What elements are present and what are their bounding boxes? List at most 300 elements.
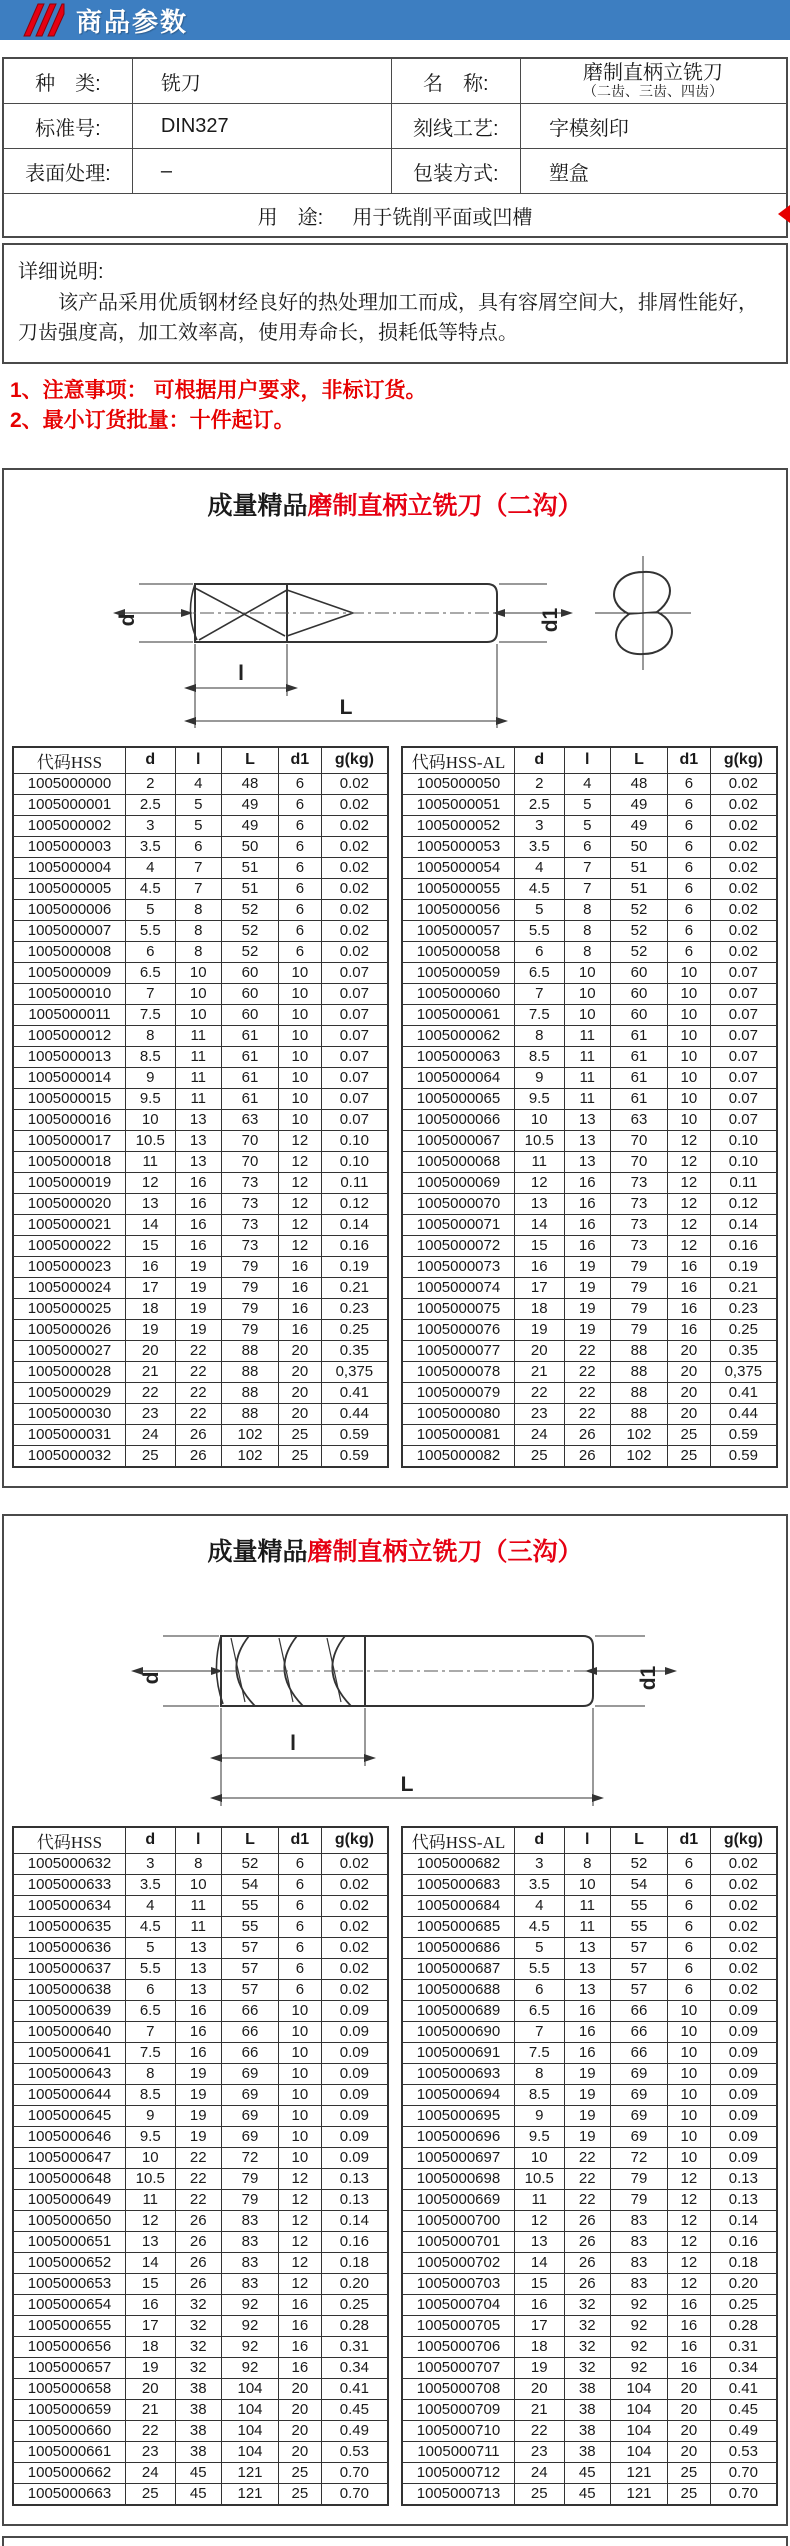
table-row [13,2084,388,2105]
table-row [402,899,777,920]
value-cell: 0.02 [710,1874,777,1895]
value-cell: 0,375 [710,1361,777,1382]
value-cell: 0.45 [321,2399,388,2420]
value-cell: 8 [515,2063,565,2084]
column-header: d1 [668,1827,711,1854]
value-cell: 16 [668,1298,711,1319]
value-cell: 16 [175,1172,222,1193]
value-cell: 104 [611,2420,668,2441]
code-cell: 1005000021 [13,1214,126,1235]
code-cell: 1005000051 [402,794,515,815]
value-cell: 4.5 [515,878,565,899]
value-cell: 16 [515,1256,565,1277]
value-cell: 0.07 [321,1004,388,1025]
value-cell: 10 [564,962,611,983]
table-row [402,2420,777,2441]
value-cell: 16 [126,2294,176,2315]
value-cell: 66 [222,2042,279,2063]
value-cell: 0.34 [710,2357,777,2378]
value-cell: 6 [564,836,611,857]
value-cell: 13 [126,2231,176,2252]
value-cell: 0.41 [321,1382,388,1403]
value-cell: 0.02 [321,1979,388,2000]
value-cell: 0.02 [710,1853,777,1874]
table-row [13,878,388,899]
value-cell: 88 [222,1340,279,1361]
value-cell: 8 [564,1853,611,1874]
code-cell: 1005000707 [402,2357,515,2378]
table-row [13,1916,388,1937]
value-cell: 10 [175,983,222,1004]
code-cell: 1005000082 [402,1445,515,1467]
value-cell: 9 [126,1067,176,1088]
value-cell: 83 [611,2210,668,2231]
value-cell: 0.02 [710,878,777,899]
value-cell: 0.44 [321,1403,388,1424]
value-cell: 38 [175,2378,222,2399]
value-cell: 6 [668,1979,711,2000]
value-cell: 57 [611,1937,668,1958]
value-cell: 12 [279,2210,322,2231]
value-cell: 10 [668,1088,711,1109]
value-cell: 104 [611,2399,668,2420]
value-cell: 22 [564,2147,611,2168]
value-cell: 16 [279,1298,322,1319]
table-row [402,1340,777,1361]
code-cell: 1005000700 [402,2210,515,2231]
value-cell: 0.02 [321,1958,388,1979]
value-cell: 16 [668,2294,711,2315]
value-cell: 72 [611,2147,668,2168]
value-cell: 20 [668,1403,711,1424]
value-cell: 61 [611,1088,668,1109]
value-cell: 69 [222,2084,279,2105]
value-cell: 10 [279,2147,322,2168]
value-cell: 26 [175,2252,222,2273]
code-cell: 1005000005 [13,878,126,899]
value-cell: 0.41 [710,2378,777,2399]
code-cell: 1005000060 [402,983,515,1004]
value-cell: 19 [126,1319,176,1340]
value-cell: 61 [222,1067,279,1088]
value-cell: 48 [222,773,279,794]
value-cell: 60 [222,962,279,983]
code-cell: 1005000066 [402,1109,515,1130]
value-cell: 10 [668,1025,711,1046]
value-cell: 5.5 [126,920,176,941]
value-cell: 16 [279,2357,322,2378]
code-cell: 1005000078 [402,1361,515,1382]
value-cell: 8.5 [126,1046,176,1067]
table-row [402,2273,777,2294]
value-cell: 12 [668,2210,711,2231]
code-cell: 1005000713 [402,2483,515,2505]
header-row [402,1827,777,1854]
value-cell: 102 [222,1424,279,1445]
code-cell: 1005000071 [402,1214,515,1235]
value-cell: 0.07 [321,983,388,1004]
value-cell: 13 [564,1151,611,1172]
value-cell: 0.14 [321,1214,388,1235]
value-cell: 6 [175,836,222,857]
table-row [402,1382,777,1403]
code-cell: 1005000693 [402,2063,515,2084]
value-cell: 11 [564,1025,611,1046]
value-cell: 10 [279,983,322,1004]
table-row [402,1214,777,1235]
value-cell: 0.16 [710,2231,777,2252]
table-row [13,983,388,1004]
value-cell: 19 [175,1298,222,1319]
value-cell: 0.02 [710,836,777,857]
column-header: l [564,1827,611,1854]
value-cell: 0.21 [710,1277,777,1298]
table-row [402,1235,777,1256]
value-cell: 38 [175,2441,222,2462]
value-cell: 6 [668,836,711,857]
column-header: d [515,747,565,774]
header-row [13,1827,388,1854]
value-cell: 25 [279,2462,322,2483]
table-row [402,2483,777,2505]
value-cell: 92 [222,2315,279,2336]
value-cell: 32 [564,2336,611,2357]
code-cell: 1005000080 [402,1403,515,1424]
value-cell: 10 [515,2147,565,2168]
value-cell: 66 [611,2042,668,2063]
value-cell: 88 [222,1403,279,1424]
table-row [402,2021,777,2042]
value-cell: 13 [515,2231,565,2252]
table-row [13,1382,388,1403]
value-cell: 4 [515,1895,565,1916]
value-cell: 16 [175,1235,222,1256]
value-cell: 92 [611,2357,668,2378]
table-row [402,1445,777,1467]
value-cell: 11 [515,2189,565,2210]
value-cell: 83 [222,2231,279,2252]
value-cell: 10.5 [126,1130,176,1151]
value-cell: 121 [222,2462,279,2483]
table-row [13,1214,388,1235]
value-cell: 6 [279,878,322,899]
value-cell: 3.5 [515,836,565,857]
end-mill-drawing-two-flute [35,528,755,736]
value-cell: 6 [279,1895,322,1916]
value-cell: 0.02 [710,1979,777,2000]
table-row [13,815,388,836]
code-cell: 1005000022 [13,1235,126,1256]
value-cell: 0.07 [710,1067,777,1088]
value-cell: 26 [175,2273,222,2294]
value-cell: 25 [126,2483,176,2505]
value-cell: 10 [279,2021,322,2042]
code-cell: 1005000690 [402,2021,515,2042]
value-cell: 88 [222,1382,279,1403]
packaging-value: 塑盒 [520,149,787,194]
value-cell: 72 [222,2147,279,2168]
value-cell: 0.02 [710,941,777,962]
code-cell: 1005000688 [402,1979,515,2000]
value-cell: 88 [611,1340,668,1361]
value-cell: 66 [222,2000,279,2021]
value-cell: 16 [279,2315,322,2336]
value-cell: 66 [222,2021,279,2042]
value-cell: 52 [222,899,279,920]
value-cell: 45 [175,2483,222,2505]
value-cell: 5 [126,899,176,920]
code-cell: 1005000635 [13,1916,126,1937]
value-cell: 52 [222,920,279,941]
table-row [402,1025,777,1046]
value-cell: 12 [668,1214,711,1235]
table-row [13,1340,388,1361]
value-cell: 8 [175,941,222,962]
value-cell: 10 [279,2084,322,2105]
value-cell: 7 [564,878,611,899]
value-cell: 0.20 [321,2273,388,2294]
dim-label-L: L [339,695,353,719]
table-row [13,2420,388,2441]
value-cell: 49 [611,794,668,815]
value-cell: 0.02 [710,1958,777,1979]
table-row [402,857,777,878]
code-cell: 1005000062 [402,1025,515,1046]
value-cell: 13 [175,1109,222,1130]
table-row [402,2357,777,2378]
value-cell: 69 [222,2126,279,2147]
end-mill-drawing-three-flute [35,1574,755,1816]
value-cell: 57 [611,1958,668,1979]
value-cell: 12 [668,2252,711,2273]
value-cell: 7 [175,857,222,878]
table-row [13,1025,388,1046]
value-cell: 6 [668,1958,711,1979]
value-cell: 12 [668,1172,711,1193]
table-row [402,2168,777,2189]
value-cell: 60 [222,1004,279,1025]
value-cell: 16 [564,1193,611,1214]
table-row [402,2042,777,2063]
code-cell: 1005000647 [13,2147,126,2168]
value-cell: 0.13 [710,2168,777,2189]
code-cell: 1005000008 [13,941,126,962]
value-cell: 92 [611,2336,668,2357]
column-header: d1 [279,747,322,774]
value-cell: 14 [515,1214,565,1235]
code-cell: 1005000638 [13,1979,126,2000]
value-cell: 20 [126,2378,176,2399]
code-cell: 1005000014 [13,1067,126,1088]
value-cell: 16 [279,1277,322,1298]
value-cell: 18 [515,2336,565,2357]
value-cell: 0.14 [321,2210,388,2231]
next-section-cutoff [2,2536,788,2546]
triple-slash-icon [14,2,66,38]
value-cell: 0.09 [321,2000,388,2021]
column-header: g(kg) [321,1827,388,1854]
value-cell: 0.31 [710,2336,777,2357]
value-cell: 6 [668,920,711,941]
table-row [13,2378,388,2399]
value-cell: 16 [668,1256,711,1277]
value-cell: 26 [175,1445,222,1467]
value-cell: 57 [222,1958,279,1979]
value-cell: 0.23 [710,1298,777,1319]
value-cell: 16 [564,1214,611,1235]
value-cell: 6.5 [126,962,176,983]
value-cell: 0.02 [710,815,777,836]
value-cell: 61 [611,1025,668,1046]
value-cell: 16 [175,2021,222,2042]
surface-value: – [132,149,391,194]
value-cell: 16 [564,2021,611,2042]
value-cell: 38 [564,2441,611,2462]
code-cell: 1005000064 [402,1067,515,1088]
value-cell: 49 [611,815,668,836]
value-cell: 9.5 [126,1088,176,1109]
value-cell: 13 [564,1109,611,1130]
hss-al-table [401,1826,778,2506]
value-cell: 16 [279,1256,322,1277]
value-cell: 20 [668,2441,711,2462]
value-cell: 6 [668,773,711,794]
value-cell: 32 [175,2336,222,2357]
value-cell: 8 [175,899,222,920]
value-cell: 19 [564,2126,611,2147]
value-cell: 4.5 [515,1916,565,1937]
value-cell: 0.02 [321,941,388,962]
value-cell: 32 [175,2294,222,2315]
value-cell: 61 [222,1025,279,1046]
table-row [402,836,777,857]
table-row [13,2210,388,2231]
value-cell: 49 [222,815,279,836]
value-cell: 32 [564,2315,611,2336]
table-row [13,2231,388,2252]
dim-label-l: l [238,661,244,685]
value-cell: 8 [564,920,611,941]
standard-label: 标准号: [3,104,132,149]
table-row [402,1088,777,1109]
code-cell: 1005000001 [13,794,126,815]
value-cell: 6 [126,1979,176,2000]
code-cell: 1005000011 [13,1004,126,1025]
value-cell: 0.20 [710,2273,777,2294]
code-cell: 1005000054 [402,857,515,878]
value-cell: 0.18 [710,2252,777,2273]
value-cell: 10 [279,1067,322,1088]
kind-label: 种 类: [3,58,132,104]
value-cell: 0.41 [321,2378,388,2399]
value-cell: 22 [564,2189,611,2210]
table-row [402,1151,777,1172]
value-cell: 12 [515,1172,565,1193]
value-cell: 0.59 [710,1424,777,1445]
value-cell: 5 [175,815,222,836]
code-cell: 1005000013 [13,1046,126,1067]
code-cell: 1005000682 [402,1853,515,1874]
value-cell: 26 [564,2210,611,2231]
value-cell: 14 [515,2252,565,2273]
table-row [402,2105,777,2126]
value-cell: 0.09 [321,2105,388,2126]
value-cell: 73 [611,1235,668,1256]
code-cell: 1005000075 [402,1298,515,1319]
value-cell: 7 [515,2021,565,2042]
value-cell: 0.19 [710,1256,777,1277]
column-header: g(kg) [710,1827,777,1854]
value-cell: 21 [515,1361,565,1382]
value-cell: 60 [611,1004,668,1025]
value-cell: 0.02 [710,1895,777,1916]
value-cell: 6 [279,1874,322,1895]
code-cell: 1005000706 [402,2336,515,2357]
table-row [13,2021,388,2042]
value-cell: 0.10 [321,1130,388,1151]
value-cell: 5 [126,1937,176,1958]
value-cell: 19 [564,1319,611,1340]
column-header: d [126,1827,176,1854]
code-cell: 1005000656 [13,2336,126,2357]
value-cell: 10 [668,1109,711,1130]
table-row [402,2462,777,2483]
value-cell: 73 [611,1172,668,1193]
table-row [13,2441,388,2462]
value-cell: 0.59 [321,1445,388,1467]
value-cell: 12 [279,1130,322,1151]
table-row [13,1319,388,1340]
value-cell: 21 [126,1361,176,1382]
table-row [13,1958,388,1979]
value-cell: 52 [611,1853,668,1874]
table-row [402,2126,777,2147]
value-cell: 45 [564,2462,611,2483]
dim-label-l: l [290,1731,296,1755]
value-cell: 9.5 [515,2126,565,2147]
value-cell: 13 [175,1958,222,1979]
value-cell: 20 [279,2399,322,2420]
value-cell: 10 [279,2105,322,2126]
value-cell: 0.02 [710,857,777,878]
code-cell: 1005000050 [402,773,515,794]
value-cell: 51 [611,878,668,899]
value-cell: 69 [611,2063,668,2084]
value-cell: 26 [564,1424,611,1445]
value-cell: 69 [611,2126,668,2147]
value-cell: 3 [126,1853,176,1874]
value-cell: 70 [222,1130,279,1151]
table-row [13,1193,388,1214]
table-row [13,962,388,983]
code-cell: 1005000685 [402,1916,515,1937]
code-cell: 1005000650 [13,2210,126,2231]
value-cell: 32 [175,2315,222,2336]
value-cell: 16 [515,2294,565,2315]
column-header: d1 [279,1827,322,1854]
table-row [13,2000,388,2021]
value-cell: 10 [175,1004,222,1025]
value-cell: 6 [668,857,711,878]
value-cell: 11 [564,1067,611,1088]
value-cell: 0.02 [321,1874,388,1895]
value-cell: 0.02 [321,878,388,899]
code-cell: 1005000709 [402,2399,515,2420]
value-cell: 0.09 [710,2000,777,2021]
code-cell: 1005000019 [13,1172,126,1193]
value-cell: 0.23 [321,1298,388,1319]
value-cell: 104 [222,2441,279,2462]
